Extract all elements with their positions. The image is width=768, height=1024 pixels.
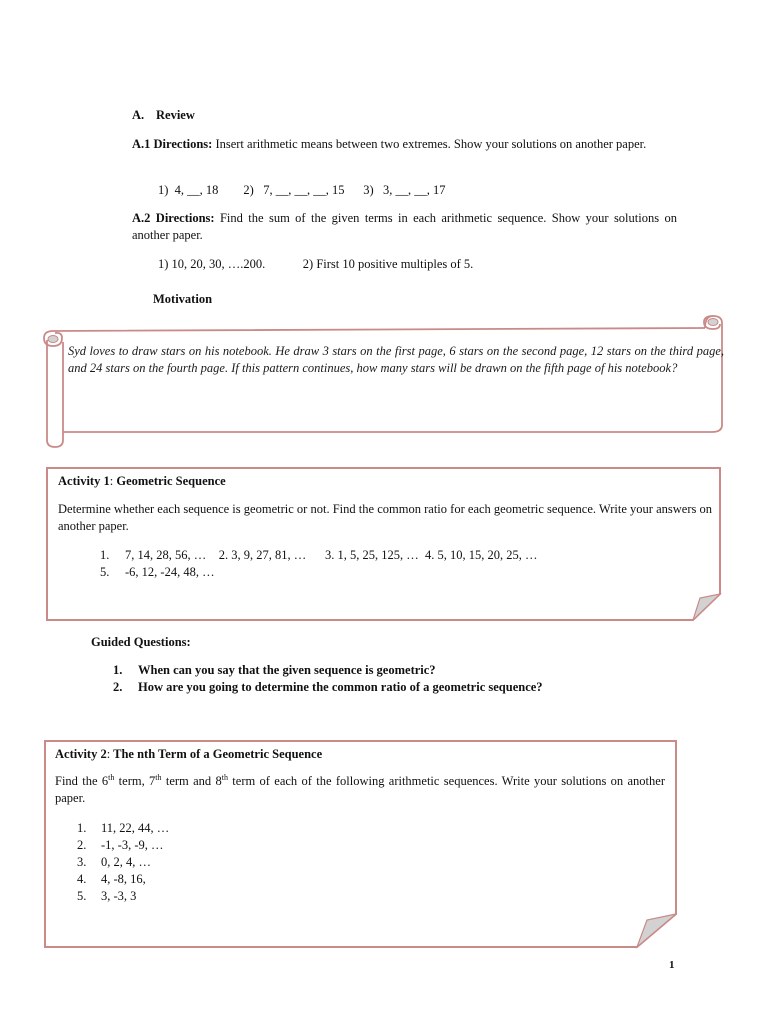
list-text: 0, 2, 4, … bbox=[101, 855, 151, 869]
activity2-fold bbox=[637, 914, 676, 947]
review-title: Review bbox=[156, 108, 195, 122]
list-item bbox=[77, 854, 169, 871]
activity2-directions bbox=[55, 773, 665, 807]
a2-items: 1) 10, 20, 30, ….200. 2) First 10 positive multiples of 5. bbox=[158, 257, 474, 271]
scroll-right-curl bbox=[708, 319, 718, 326]
list-number: 3. bbox=[77, 855, 87, 869]
guided-question bbox=[113, 662, 543, 679]
a1-directions bbox=[132, 136, 677, 153]
list-item bbox=[77, 888, 169, 905]
activity2-items bbox=[77, 820, 169, 905]
list-number: 1. bbox=[100, 548, 110, 562]
list-item bbox=[77, 820, 169, 837]
activity1-title-sep: : bbox=[109, 474, 114, 488]
superscript: th bbox=[221, 773, 228, 782]
list-text: 11, 22, 44, … bbox=[101, 821, 170, 835]
dir-part: Find the 6 bbox=[55, 774, 109, 788]
page-number: 1 bbox=[669, 959, 675, 971]
list-text: 3, -3, 3 bbox=[101, 889, 137, 903]
scroll-banner bbox=[0, 310, 768, 455]
a1-text: Insert arithmetic means between two extremes. Show your solutions on another paper. bbox=[212, 137, 647, 151]
superscript: th bbox=[108, 773, 115, 782]
activity2-title-rest: The nth Term of a Geometric Sequence bbox=[110, 747, 323, 761]
activity2-title-sep: : bbox=[106, 747, 111, 761]
dir-part: term of each of the following arithmetic sequences. Write your solutions on another paper. bbox=[55, 774, 665, 805]
activity1-items bbox=[100, 547, 720, 581]
motivation-heading: Motivation bbox=[153, 292, 213, 306]
motivation-text: Syd loves to draw stars on his notebook. He draw 3 stars on the first page, 6 stars on the second page, 12 stars on the third page, and 24 stars on the fourth page. If this pattern continues, how many stars will be drawn on the fifth page of his notebook? bbox=[68, 344, 724, 375]
superscript: th bbox=[155, 773, 162, 782]
list-item bbox=[77, 871, 169, 888]
list-text: 4, -8, 16, bbox=[101, 872, 146, 886]
list-number: 1. bbox=[77, 821, 87, 835]
dir-part: term, 7 bbox=[114, 774, 156, 788]
a2-text: Find the sum of the given terms in each arithmetic sequence. Show your solutions on another paper. bbox=[132, 211, 677, 242]
activity1-title-rest: Geometric Sequence bbox=[113, 474, 226, 488]
review-number: A. bbox=[132, 108, 145, 122]
question-text: When can you say that the given sequence is geometric? bbox=[138, 663, 436, 677]
a2-label: A.2 Directions: bbox=[132, 211, 215, 225]
question-number: 1. bbox=[113, 663, 123, 677]
scroll-left-curl bbox=[48, 336, 58, 343]
a1-label: A.1 Directions: bbox=[132, 137, 213, 151]
list-item bbox=[100, 564, 720, 581]
list-text: -1, -3, -9, … bbox=[101, 838, 164, 852]
activity2-title bbox=[55, 746, 322, 763]
activity1-title-prefix: Activity 1 bbox=[58, 474, 110, 488]
activity1-directions: Determine whether each sequence is geometric or not. Find the common ratio for each geometric sequence. Write your answers on another paper. bbox=[58, 502, 712, 533]
question-text: How are you going to determine the common ratio of a geometric sequence? bbox=[138, 680, 543, 694]
list-item bbox=[77, 837, 169, 854]
guided-questions-list bbox=[113, 662, 543, 696]
a2-directions bbox=[132, 210, 677, 244]
list-number: 5. bbox=[77, 889, 87, 903]
list-number: 5. bbox=[100, 565, 110, 579]
a1-items: 1) 4, __, 18 2) 7, __, __, __, 15 3) 3, __, __, 17 bbox=[158, 183, 446, 197]
review-heading bbox=[132, 107, 195, 124]
list-item bbox=[100, 547, 720, 564]
list-text: -6, 12, -24, 48, … bbox=[125, 565, 215, 579]
activity1-title bbox=[58, 473, 226, 490]
guided-questions-heading: Guided Questions: bbox=[91, 635, 191, 649]
list-text: 7, 14, 28, 56, … 2. 3, 9, 27, 81, … 3. 1, 5, 25, 125, … 4. 5, 10, 15, 20, 25, … bbox=[125, 548, 538, 562]
list-number: 4. bbox=[77, 872, 87, 886]
guided-question bbox=[113, 679, 543, 696]
question-number: 2. bbox=[113, 680, 123, 694]
list-number: 2. bbox=[77, 838, 87, 852]
activity1-fold bbox=[693, 594, 720, 620]
activity2-title-prefix: Activity 2 bbox=[55, 747, 107, 761]
dir-part: term and 8 bbox=[161, 774, 222, 788]
